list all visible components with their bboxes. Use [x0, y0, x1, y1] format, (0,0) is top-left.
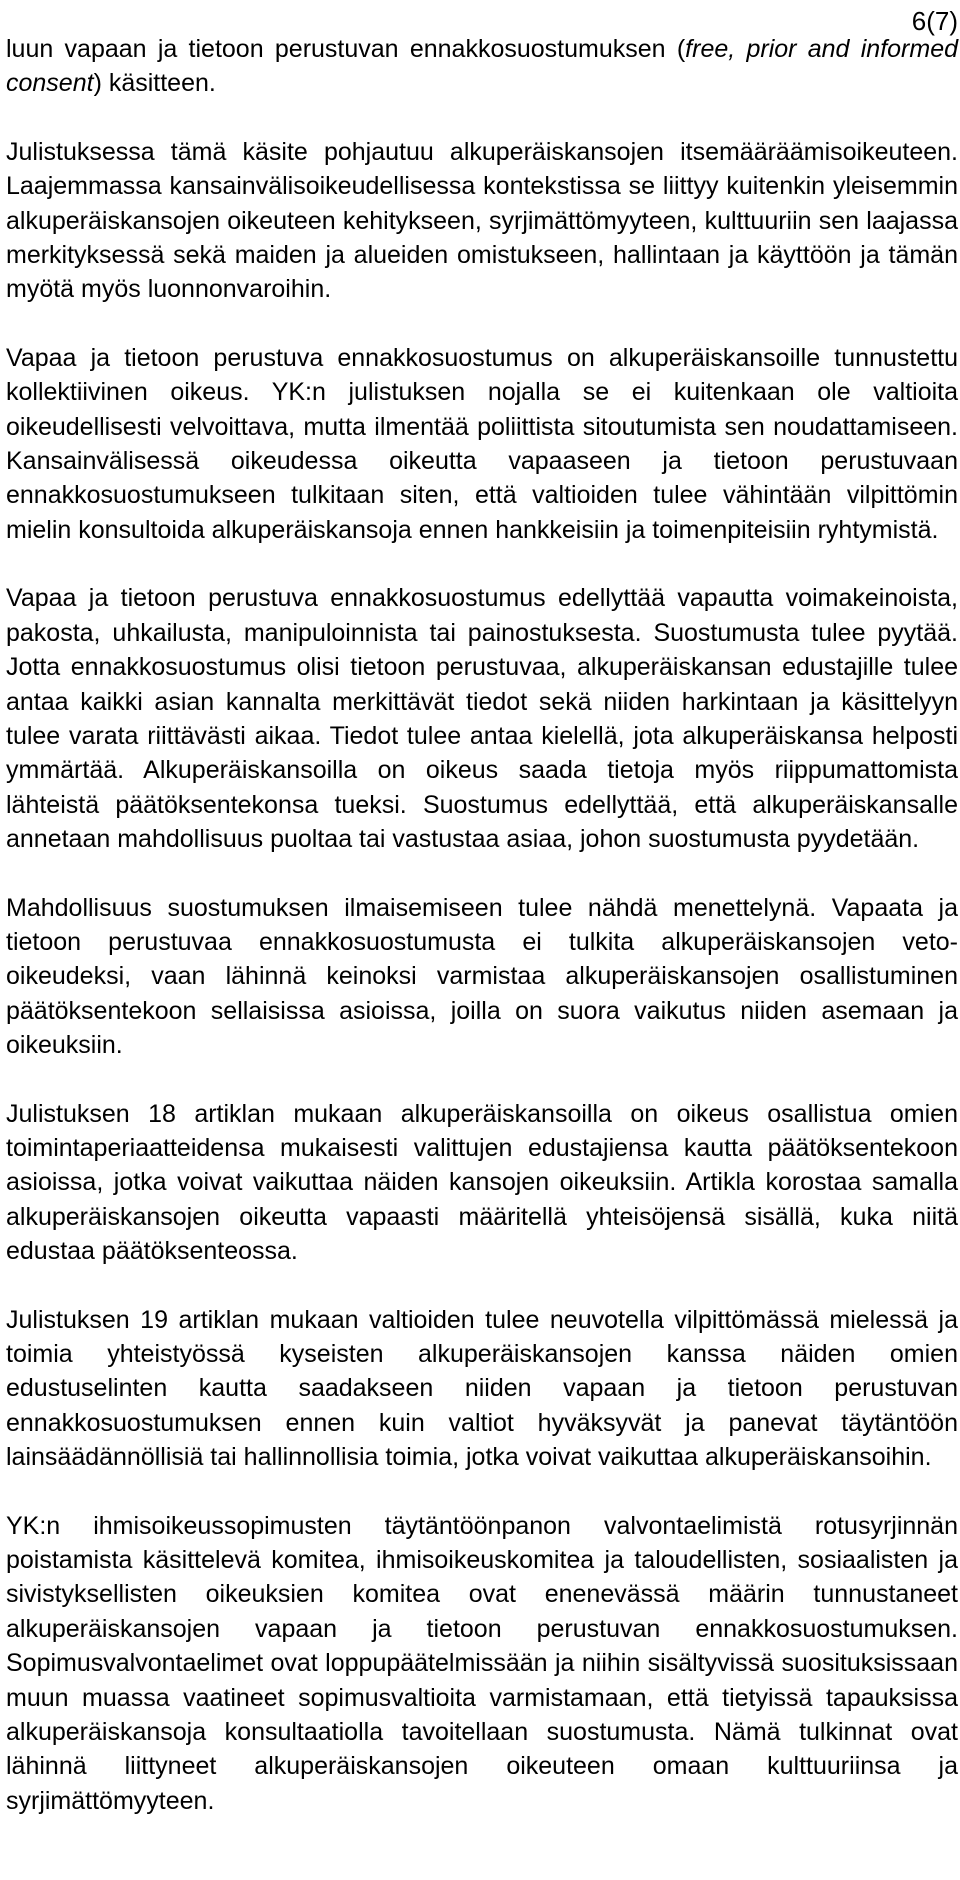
- paragraph-8: YK:n ihmisoikeussopimusten täytäntöönpanon valvontaelimistä rotusyrjinnän poistamista käsittelevä komitea, ihmisoikeuskomitea ja taloudellisten, sosiaalisten ja sivistyksellisten oikeuksien komitea ovat enenevässä määrin tunnustaneet alkuperäiskansojen vapaan ja tietoon perustuvan ennakkosuostumuksen. Sopimusvalvontaelimet ovat loppupäätelmissään ja niihin sisältyvissä suosituksissaan muun muassa vaatineet sopimusvaltioita varmistamaan, että tietyissä tapauksissa alkuperäiskansoja konsultaatiolla tavoitellaan suostumusta. Nämä tulkinnat ovat lähinnä liittyneet alkuperäiskansojen oikeuteen omaan kulttuuriinsa ja syrjimättömyyteen.: [6, 1511, 958, 1815]
- paragraph-1-end: ) käsitteen.: [93, 69, 216, 98]
- document-page: [6, 0, 958, 1880]
- paragraph-4: Vapaa ja tietoon perustuva ennakkosuostumus edellyttää vapautta voimakeinoista, pakosta, uhkailusta, manipuloinnista tai painostuksesta. Suostumusta tulee pyytää. Jotta ennakkosuostumus olisi tietoon perustuvaa, alkuperäiskansan edustajille tulee antaa kaikki asian kannalta merkittävät tiedot sekä niiden harkintaan ja käsittelyyn tulee varata riittävästi aikaa. Tiedot tulee antaa kielellä, jota alkuperäiskansa helposti ymmärtää. Alkuperäiskansoilla on oikeus saada tietoja myös riippumattomista lähteistä päätöksentekonsa tueksi. Suostumus edellyttää, että alkuperäiskansalle annetaan mahdollisuus puoltaa tai vastustaa asiaa, johon suostumusta pyydetään.: [6, 584, 958, 854]
- document-body: [6, 32, 958, 1818]
- paragraph-7: Julistuksen 19 artiklan mukaan valtioiden tulee neuvotella vilpittömässä mielessä ja toimia yhteistyössä kyseisten alkuperäiskansojen kanssa näiden omien edustuselinten kautta saadakseen niiden vapaan ja tietoon perustuvan ennakkosuostumuksen ennen kuin valtiot hyväksyvät ja panevat täytäntöön lainsäädännöllisiä tai hallinnollisia toimia, jotka voivat vaikuttaa alkuperäiskansoihin.: [6, 1305, 958, 1472]
- paragraph-6: Julistuksen 18 artiklan mukaan alkuperäiskansoilla on oikeus osallistua omien toimintaperiaatteidensa mukaisesti valittujen edustajiensa kautta päätöksentekoon asioissa, jotka voivat vaikuttaa näiden kansojen oikeuksiin. Artikla korostaa samalla alkuperäiskansojen oikeutta vapaasti määritellä yhteisöjensä sisällä, kuka niitä edustaa päätöksenteossa.: [6, 1099, 958, 1266]
- paragraph-2: Julistuksessa tämä käsite pohjautuu alkuperäiskansojen itsemääräämisoikeuteen. Laajemmassa kansainvälisoikeudellisessa kontekstissa se liittyy kuitenkin yleisemmin alkuperäiskansojen oikeuteen kehitykseen, syrjimättömyyteen, kulttuuriin sen laajassa merkityksessä sekä maiden ja alueiden omistukseen, hallintaan ja käyttöön ja tämän myötä myös luonnonvaroihin.: [6, 137, 958, 304]
- paragraph-3: Vapaa ja tietoon perustuva ennakkosuostumus on alkuperäiskansoille tunnustettu kollektiivinen oikeus. YK:n julistuksen nojalla se ei kuitenkaan ole valtioita oikeudellisesti velvoittava, mutta ilmentää poliittista sitoutumista sen noudattamiseen. Kansainvälisessä oikeudessa oikeutta vapaaseen ja tietoon perustuvaan ennakkosuostumukseen tulkitaan siten, että valtioiden tulee vähintään vilpittömin mielin konsultoida alkuperäiskansoja ennen hankkeisiin ja toimenpiteisiin ryhtymistä.: [6, 343, 958, 544]
- paragraph-5: Mahdollisuus suostumuksen ilmaisemiseen tulee nähdä menettelynä. Vapaata ja tietoon perustuvaa ennakkosuostumusta ei tulkita alkuperäiskansojen veto-oikeudeksi, vaan lähinnä keinoksi varmistaa alkuperäiskansojen osallistuminen päätöksentekoon sellaisissa asioissa, joilla on suora vaikutus niiden asemaan ja oikeuksiin.: [6, 893, 958, 1060]
- paragraph-1-start: luun vapaan ja tietoon perustuvan ennakkosuostumuksen (: [6, 35, 686, 63]
- paragraph-1: [6, 32, 958, 101]
- page-number: 6(7): [911, 6, 958, 36]
- paragraph-1-italic-term: free, prior and informed consent: [6, 35, 958, 98]
